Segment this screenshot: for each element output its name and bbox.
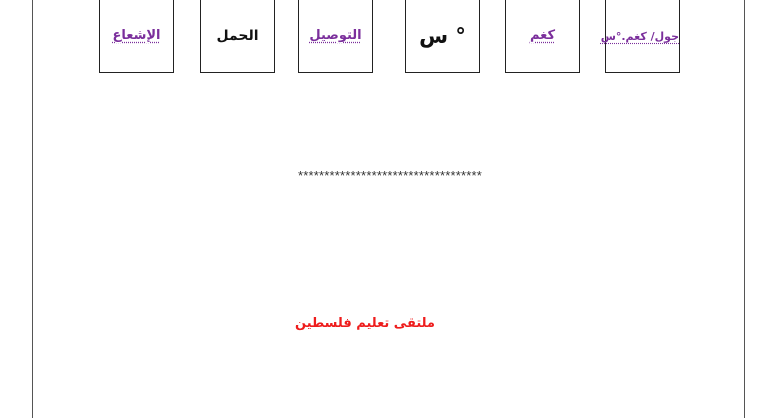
unit-card-kg [505, 0, 580, 73]
term-label-conduction: التوصيل [309, 28, 362, 43]
term-card-conduction [298, 0, 373, 73]
unit-card-celsius [405, 0, 480, 73]
term-label-radiation: الإشعاع [112, 28, 161, 43]
unit-label-kg: كغم [529, 28, 556, 43]
term-label-convection: الحمل [216, 28, 259, 44]
separator-stars: *********************************** [297, 168, 483, 183]
term-card-radiation [99, 0, 174, 73]
footer-credit: ملتقى تعليم فلسطين [295, 316, 435, 331]
unit-card-specific-heat [600, 0, 680, 73]
term-card-convection [200, 0, 275, 73]
unit-label-celsius: ° س [419, 24, 466, 48]
unit-label-specific-heat: جول/ كغم.°س [600, 30, 679, 43]
